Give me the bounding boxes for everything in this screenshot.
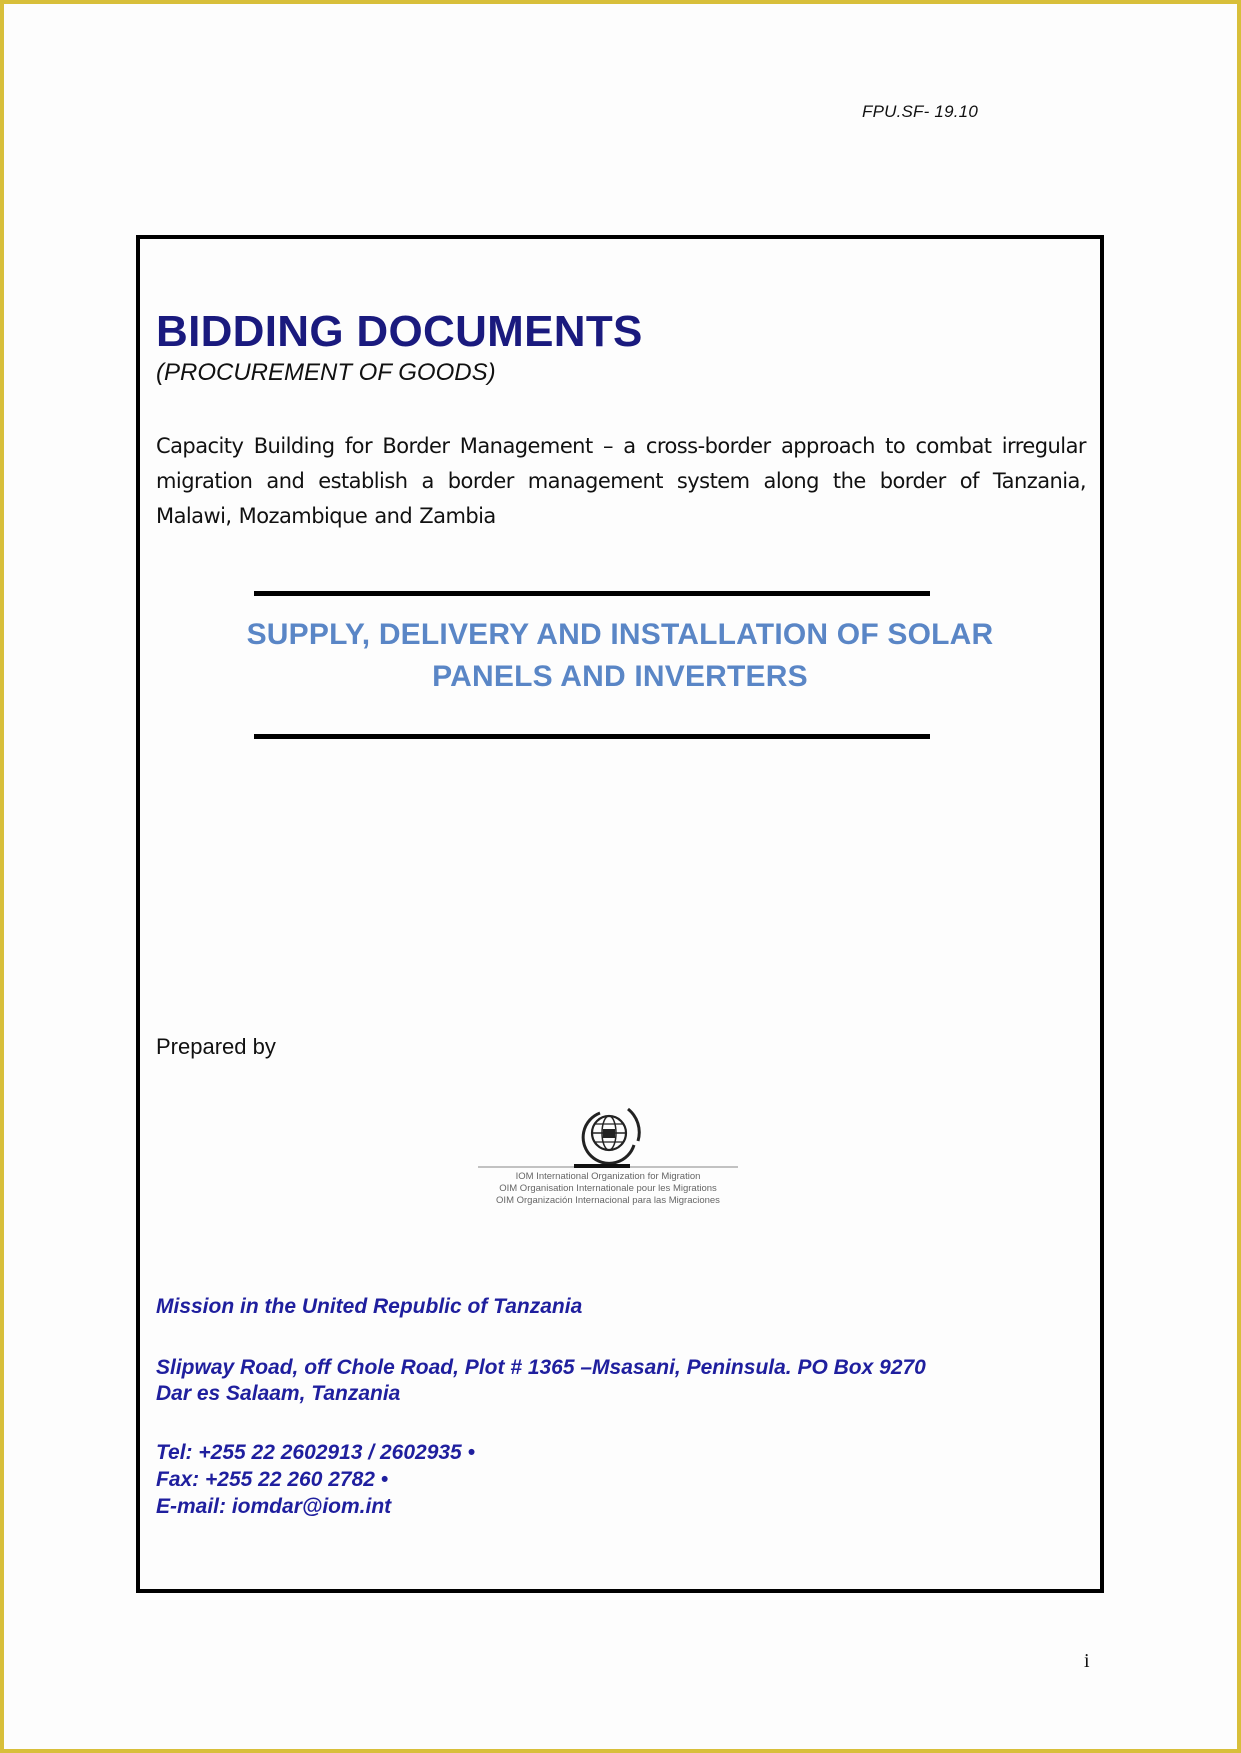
cover-box bbox=[136, 235, 1104, 1593]
divider-bottom bbox=[254, 734, 930, 739]
mission-name: Mission in the United Republic of Tanzania bbox=[156, 1295, 583, 1318]
iom-logo-line-2: OIM Organisation Internationale pour les Migrations bbox=[499, 1183, 717, 1194]
document-subtitle: (PROCUREMENT OF GOODS) bbox=[156, 359, 496, 386]
telephone: Tel: +255 22 2602913 / 2602935 • bbox=[156, 1441, 475, 1464]
address-line-1: Slipway Road, off Chole Road, Plot # 1365 –Msasani, Peninsula. PO Box 9270 bbox=[156, 1356, 926, 1379]
contract-title-line-2: PANELS AND INVERTERS bbox=[432, 660, 808, 693]
contract-title-line-1: SUPPLY, DELIVERY AND INSTALLATION OF SOLAR bbox=[246, 618, 994, 651]
iom-logo-line-1: IOM International Organization for Migration bbox=[515, 1171, 701, 1182]
email-link[interactable]: E-mail: iomdar@iom.int bbox=[156, 1495, 392, 1518]
document-code: FPU.SF- 19.10 bbox=[862, 102, 978, 121]
fax: Fax: +255 22 260 2782 • bbox=[156, 1468, 389, 1491]
iom-logo-line-3: OIM Organización Internacional para las Migraciones bbox=[496, 1195, 720, 1206]
divider-top bbox=[254, 591, 930, 596]
prepared-by-label: Prepared by bbox=[156, 1034, 276, 1059]
address-line-2: Dar es Salaam, Tanzania bbox=[156, 1382, 401, 1405]
iom-globe-logo-icon bbox=[478, 1105, 738, 1171]
document-title: BIDDING DOCUMENTS bbox=[156, 307, 643, 356]
page-number: i bbox=[1084, 1650, 1090, 1672]
contract-title bbox=[140, 614, 1100, 698]
project-description: Capacity Building for Border Management – a cross-border approach to combat irregular migration and establish a border management system along the border of Tanzania, Malawi, Mozambique and Zambia bbox=[156, 434, 1086, 528]
iom-logo bbox=[478, 1105, 738, 1225]
